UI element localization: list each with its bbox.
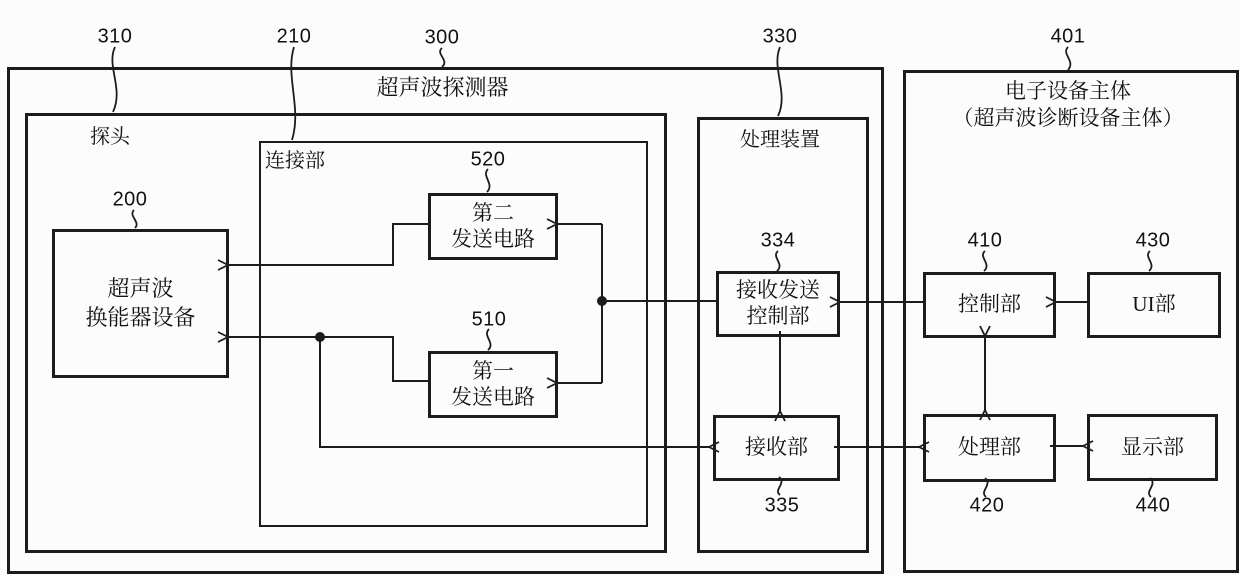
controller-block: 控制部: [923, 272, 1056, 338]
leader-300: [440, 48, 444, 67]
processor-block: 处理部: [923, 414, 1056, 482]
ref-335: 335: [764, 494, 800, 517]
leader-401: [1066, 47, 1070, 70]
ref-520: 520: [470, 148, 506, 171]
ref-310: 310: [97, 25, 133, 48]
ref-510: 510: [471, 308, 507, 331]
ref-420: 420: [969, 494, 1005, 517]
ref-330: 330: [762, 25, 798, 48]
first-tx-circuit-block: 第一 发送电路: [428, 351, 558, 418]
second-tx-circuit-block: 第二 发送电路: [428, 193, 558, 260]
ref-210: 210: [276, 25, 312, 48]
rx-tx-controller-block: 接收发送 控制部: [716, 271, 840, 337]
transducer-block: 超声波 换能器设备: [52, 229, 229, 378]
ref-430: 430: [1135, 229, 1171, 252]
display-unit-block: 显示部: [1087, 414, 1218, 481]
receiver-block: 接收部: [713, 415, 840, 481]
ref-440: 440: [1135, 494, 1171, 517]
main-body-title: 电子设备主体 （超声波诊断设备主体）: [952, 79, 1184, 131]
ui-unit-block: UI部: [1087, 272, 1221, 338]
ultrasonic-detector-title: 超声波探测器: [376, 75, 509, 100]
ref-300: 300: [424, 26, 460, 49]
probe-title: 探头: [90, 126, 130, 148]
ref-200: 200: [112, 188, 148, 211]
ref-410: 410: [967, 229, 1003, 252]
processing-device-title: 处理装置: [740, 129, 820, 151]
connector-title: 连接部: [265, 150, 325, 172]
ref-401: 401: [1050, 25, 1086, 48]
ref-334: 334: [760, 229, 796, 252]
